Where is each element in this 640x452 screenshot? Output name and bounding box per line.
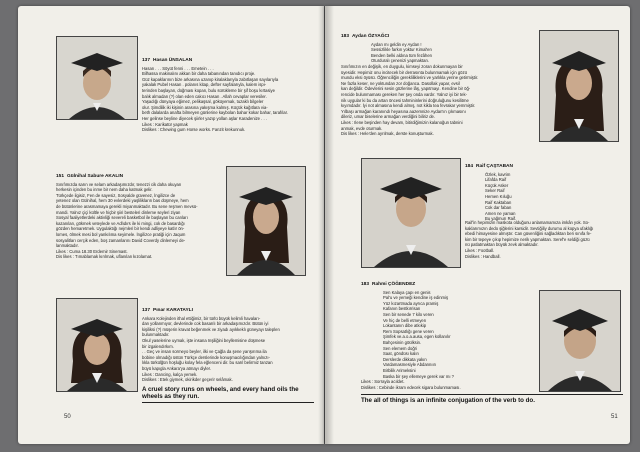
entry-number: 137 — [142, 308, 151, 313]
entry-text-line: rencide bulunmaması gereken her şey onda vardır. Yalnız iyi bir tek- — [341, 91, 467, 97]
entry-text-line: de bütünlerine arasmamaya gerekli miyanmaktadır. Bu sene reşmen mevsü- — [56, 203, 198, 209]
entry-text-line: Yılbaşı armağan karanındı heyasına aazemnize Aydan'ın çıkmasını — [341, 108, 466, 114]
entry-name-text: Aydan ÖZYAĞCI — [352, 34, 390, 39]
entry-3 — [142, 308, 317, 383]
entry-text-line: kıyımdadır. İyi not almasına kendi almış, not kikla tea fevrakar yemmiştir. — [341, 103, 476, 109]
entry-text-line: beth dalalarda anafta bilmeyen günlerine kaybolan bahar kokar bahar, tarafılar. — [142, 110, 288, 116]
entry-likes: Likes : Football. — [465, 247, 495, 253]
entry-name — [142, 58, 317, 64]
entry-dislikes: Dislikes : Chewing gum Horse works. Fanzit krekunnuk. — [142, 127, 246, 133]
entry-verse-line: Hemen Kıluğu — [485, 193, 512, 199]
right-page — [325, 6, 630, 444]
entry-verse-line: Derslerde dikkata yakın — [383, 356, 427, 362]
entry-verse-line: Lifafda Raif — [485, 177, 507, 183]
entry-verse-line: Sessizlikle farkın yoktur Kimal'en — [371, 47, 432, 53]
entry-text-line: Hasan . . . Söyüt fenni . . . Emetein . . . — [142, 65, 214, 71]
entry-text-line: olur. Şimdilik iki kişinin arasına yakışma kalmış. Küçük kağıtlara via- — [142, 104, 268, 110]
entry-text-line: mundu eksi öyüsü. Öğrenciliğin gerekliliklerini ve yarlıkla yerine getirmiştir. — [341, 75, 479, 81]
entry-verse-line: Özlek, kavrim — [485, 171, 511, 177]
entry-dislikes: Dislikes : Cebinde ikram edecek sigara bulunmaması. — [361, 384, 461, 390]
entry-verse-line: Seker Raif — [485, 188, 505, 194]
entry-text-line: Güz kapaklarının bize arkasına uzanıp kiralaklarıyla zabıtlaşan sayılarıyla — [142, 76, 279, 82]
entry-text-line: mandi. Yalnız çiçi kültle ve hiçbir şiiri besteleri dinleme seyleri ziyan — [56, 209, 181, 215]
entry-text-line: herkesin içinden bu inme bir nem daha katmak gelir. — [56, 187, 153, 193]
entry-verse-line: Rem Sopsatlığı gene veren — [383, 328, 434, 334]
entry-text-line: kim bir tepeye çıkıp hepimize nerik yapmaktan. Seref'e seldiği güzü — [465, 236, 590, 242]
portrait-photo — [539, 290, 621, 392]
entry-verse-line: Raif Kaktaban — [485, 199, 512, 205]
entry-2 — [56, 174, 221, 260]
entry-verse-line: Bu yağmurı Raif. — [485, 216, 517, 222]
entry-text-line: Raif'in hepimizin maskota olduğunu anlamamamıza imkân yok. So- — [465, 220, 590, 225]
entry-text-line: . . Geç ve insan sormeyo beyler, ilki ve Çağla da şene yarışırıma ila — [142, 349, 267, 355]
entry-text-line: sosyalitları cerçik eden, boş zamanlarını David Coverdy dinlemeyi de- — [56, 237, 186, 243]
entry-5-text — [361, 220, 625, 259]
entry-4 — [341, 34, 521, 137]
entry-5 — [465, 164, 625, 222]
entry-text-line: anmak, evde oturmak. — [341, 125, 383, 131]
entry-text-line: üyesidir. Hepimiz onu incitecek bir derrasınta bulunmamak için gözü — [341, 69, 467, 75]
entry-dislikes: Dis likes : Tımablamak kırılmak, uflanılan kızolamat. — [56, 254, 153, 260]
portrait-photo — [539, 30, 619, 142]
entry-text-line: lıkla türkülğün hoşluğu kolay fela eğlenceni dir. bu sarıl belirmiz tanzan — [142, 360, 273, 366]
portrait-photo — [226, 166, 306, 276]
entry-name-text: Pınar KARATAYLI — [153, 308, 193, 313]
entry-verse-line: Amen ne yaman — [485, 210, 516, 216]
entry-dislikes: Dis likes : Hele'den ayrılmak, derste konuşturmak. — [341, 131, 434, 137]
entry-number: 183 — [341, 34, 350, 39]
entry-text-line: yakalak Pubel Hasan . polanıs kitap, defter sayfalarıyla, kalem ispi- — [142, 82, 267, 88]
entry-name-text: Gülnihal Sabure AKALIN — [67, 174, 124, 179]
entry-likes: Likes : Dancing, kalça yemek. — [142, 371, 198, 377]
entry-verse-line: Lokantanın dibe atkıkip — [383, 323, 427, 329]
entry-text-line: yetenez olan Gülnihal, hem 30 evlerdeki yaşlilikların bas düşmeye, hem — [56, 198, 189, 204]
entry-verse-line: Birbilik Arimeksini — [383, 367, 416, 373]
entry-6 — [361, 282, 551, 390]
entry-likes: Likes : Ilene beşinden hay devam, bitirdiğimizin kalanoğun tabnini — [341, 119, 463, 125]
entry-name-text: Hasan ÜNSALAN — [153, 58, 193, 63]
page-motto: The all of things is an infinite conjugation of the verb to do. — [361, 397, 535, 404]
entry-verse-line: Küçük Asker — [485, 182, 509, 188]
page-number: 50 — [64, 414, 71, 420]
entry-verse-line: Kafanın bestkırrisan — [383, 306, 421, 312]
entry-number: 183 — [361, 282, 370, 287]
entry-name — [465, 164, 625, 170]
entry-verse-line: Benden belki aldına tüm fezâhen — [371, 52, 432, 58]
divider-rule — [361, 394, 623, 395]
entry-verse-line: Aydan mı geldin ey Aydan ! — [371, 41, 422, 47]
page-motto: A cruel story runs on wheels, and every hand oils the wheels as they run. — [142, 386, 299, 401]
book-gutter — [318, 6, 334, 444]
entry-number: 137 — [142, 58, 151, 63]
entry-verse-line: Şimfek ve.a.o.a.ausa, egen kollanılır — [383, 334, 451, 340]
entry-text-line: bir izgalendırkım. — [142, 343, 174, 349]
entry-likes: Likes : Cuma 18.30 Erdemir Sinemast. — [56, 248, 128, 254]
entry-likes: Likes : Sorrayla acıldet. — [361, 379, 405, 385]
entry-text-line: nik uygular ki bu da artan öncesi tahmininlerini doğruluğunu kesilitme — [341, 97, 469, 103]
entry-dislikes: Dislikes : Handball. — [465, 253, 501, 259]
divider-rule — [142, 402, 314, 403]
entry-verse-line: Saat, göndüsı kalın — [383, 351, 419, 357]
left-page — [18, 6, 324, 444]
entry-text-line: bobine olmadığı üstün Türkçe derslerinde konuşmacılığından yalnızı- — [142, 354, 270, 360]
page-number: 51 — [611, 414, 618, 420]
entry-text-line: kaklarımızın dedo şiğlerini karsidir. Sevtiğiliy durumu al kopya ufaklığı — [465, 225, 594, 231]
entry-text-line: Her gelinse beyline diyecek şiirler yazıp yollan aşlar Karadenize . . . — [142, 115, 267, 121]
entry-text-line: gözden hemaretmek. Uygulaktığı nejmleri bir kendi adliyeye katlır ön- — [56, 226, 185, 232]
entry-verse-line: Bahçesinin göülksin. — [383, 339, 422, 345]
entry-verse-line: Vardamasmesiyle Abdannıın — [383, 362, 436, 368]
entry-name-text: Rahmi ÇÖĞENDEZ — [372, 282, 416, 287]
entry-text-line: Ne fazla keser, ne yoktundan zor doğanca. Dasollak yapar, evsil — [341, 80, 460, 86]
entry-text-line: Türkçede ilgisiz, Fen de sayesiz, Sosyalde güvenez, İngilizce de — [56, 192, 176, 198]
entry-1 — [142, 58, 317, 133]
entry-text-line: kan değildir. Ödevlerini sesin gözlerine lâş, yapıtmayı. Kendine bir öğ- — [341, 86, 471, 92]
entry-name — [142, 308, 317, 314]
entry-verse-line: Sen elemem doğri — [383, 345, 417, 351]
entry-text-line: kişiliksi (?) müşerin kravat beğenmek ve ziyadı ayıkkeklı güneyayı taleplen — [142, 326, 280, 332]
entry-text-line: bulunmaktadır. — [142, 332, 170, 338]
entry-text-line: kazanılan, gökmek veteylede ve Adlıdırs ile ki mingi, cok de basardığı — [56, 220, 185, 226]
entry-text-line: Sınıfımızda sarın ve selam arkadaşımızdır, tenezzi cik daha okuyan — [56, 181, 182, 187]
entry-verse-line: Baska bir şey ellemeye gerek var mı ? — [383, 373, 454, 379]
entry-verse-line: Sen Kalaya çapı en genis — [383, 289, 431, 295]
entry-name — [56, 174, 221, 180]
entry-text-line: nü patlatmaktan büyük zevk almaktadır. — [465, 242, 539, 248]
entry-text-line: Okul yaselerine uymak, işte insana Inşiliğini beyllemisine düşmese — [142, 337, 266, 343]
entry-name — [341, 34, 521, 40]
portrait-photo — [56, 298, 138, 392]
entry-verse-line: Sen bir senede 7 kilo veren — [383, 311, 434, 317]
entry-text-line: Bilhassa makinalını akkan bir daha tabanından tanıdıcı proje. — [142, 71, 256, 77]
portrait-photo — [56, 36, 138, 120]
entry-number: 151 — [56, 174, 65, 179]
entry-verse-line: Yüz kızartmada ayrıca pramiş — [383, 300, 439, 306]
entry-name — [361, 282, 551, 288]
entry-text-line: büyü kapıgla Ankara'ya atmayı diyler. — [142, 365, 212, 371]
entry-text-line: terinden başlayan, doğması kopan, bulu sürükleme bir şif boşu kırtasiye — [142, 87, 275, 93]
entry-number: 184 — [465, 164, 474, 169]
entry-verse-line: Oturduralı çenenizi yapmaktan. — [371, 58, 429, 64]
entry-text-line: Sosyal faaliyetlerdeki aktivliği severeli basketbol ile başlayan bu canları — [56, 215, 188, 221]
entry-text-line: ebedi himayesine almıştır. Can güvenliğini sağladıktan beri sınıfa fe- — [465, 231, 592, 237]
entry-dislikes: Dislikes : Etek giymek, okirikder geçerir selâmak. — [142, 377, 233, 383]
entry-likes: Likes : Karikatür yapmak — [142, 121, 188, 127]
entry-text-line: lomes, ölmek mesi bol yankılıma seyimele. İngilizce pratiği için Jaqum — [56, 231, 186, 237]
entry-text-line: lanmaktadır. — [56, 243, 79, 249]
entry-text-line: Sınıfımızın en değişik, en duygulu, kimseyi zoran dokunmayan bir — [341, 63, 463, 69]
entry-name-text: Raif ÇAŞTABAN — [476, 164, 513, 169]
entry-verse-line: Cok dar faban — [485, 205, 512, 211]
entry-verse-line: Ve hiç de belli etmeyen — [383, 317, 427, 323]
entry-text-line: dileriz, umar biselerine armağan verdiğini biliriz de. — [341, 114, 436, 120]
entry-verse-line: Pal'u ve yemeği kendine iş edinmiş — [383, 295, 449, 301]
entry-text-line: Yaşadığı dünyaya eğimez, pelikaşsal, göküyemak, tuzaklı bilgeler — [142, 99, 264, 105]
entry-text-line: dan yollanmıyor, devlerinde cok basarılı bir arkadaşımızdır. Bütün iyi — [142, 321, 269, 327]
yearbook-spread — [18, 6, 630, 444]
entry-text-line: Ankara Kolejinden ithal ettiğimiz, bir türlü büyük kelimli havaları- — [142, 315, 261, 321]
entry-text-line: balık almadan (?) olan eden cakıcı Hasan . Allah cevaplar veresiler. — [142, 93, 267, 99]
